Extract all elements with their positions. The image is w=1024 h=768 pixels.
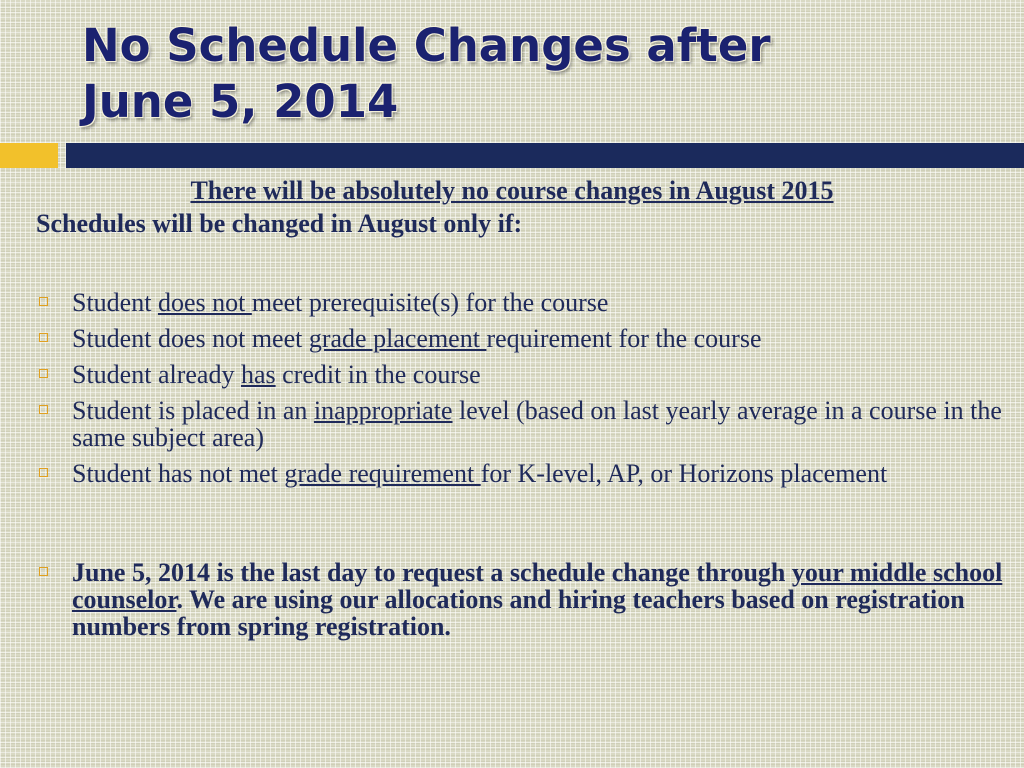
bullet-text-post: for K-level, AP, or Horizons placement <box>480 459 888 488</box>
list-item <box>72 361 1012 388</box>
bullet-text-underlined: has <box>240 360 276 389</box>
bullet-text-post: level (based on last yearly average in a course in the same subject area) <box>72 396 1002 452</box>
intro-text: Schedules will be changed in August only if: <box>36 209 523 238</box>
bullet-text-pre: Student <box>72 288 158 317</box>
bullet-box-icon <box>39 405 48 414</box>
bullet-text-post: requirement for the course <box>486 324 762 353</box>
bullet-text-underlined: grade requirement <box>284 459 481 488</box>
title-line-1: No Schedule Changes after <box>82 19 771 72</box>
slide-content <box>0 175 1024 241</box>
slide-title <box>82 18 982 130</box>
deadline-text-post: . We are using our allocations and hiring teachers based on registration numbers from spring registration. <box>72 585 965 641</box>
subheading: There will be absolutely no course changes in August 2015 <box>190 176 834 205</box>
list-item <box>72 397 1012 451</box>
deadline-text-underlined: your middle school counselor <box>72 558 1003 614</box>
list-item-deadline <box>72 559 1012 640</box>
bullet-box-icon <box>39 369 48 378</box>
list-item <box>72 325 1012 352</box>
bullet-box-icon <box>39 333 48 342</box>
bullet-text-underlined: does not <box>157 288 252 317</box>
bullet-text-pre: Student does not meet <box>72 324 309 353</box>
bullet-text-post: meet prerequisite(s) for the course <box>251 288 609 317</box>
list-item <box>72 289 1012 316</box>
navy-accent-bar <box>66 143 1024 168</box>
bullet-box-icon <box>39 567 48 576</box>
bullet-box-icon <box>39 297 48 306</box>
gold-accent-bar <box>0 143 58 168</box>
list-item <box>72 460 1012 487</box>
bullet-text-underlined: grade placement <box>308 324 487 353</box>
bullet-text-post: credit in the course <box>275 360 481 389</box>
bullet-text-pre: Student is placed in an <box>72 396 314 425</box>
bullet-box-icon <box>39 468 48 477</box>
title-line-2: June 5, 2014 <box>82 75 399 128</box>
bullet-text-pre: Student already <box>72 360 241 389</box>
bullet-text-pre: Student has not met <box>72 459 285 488</box>
deadline-text-pre: June 5, 2014 is the last day to request a schedule change through <box>72 558 792 587</box>
bullet-text-underlined: inappropriate <box>313 396 453 425</box>
